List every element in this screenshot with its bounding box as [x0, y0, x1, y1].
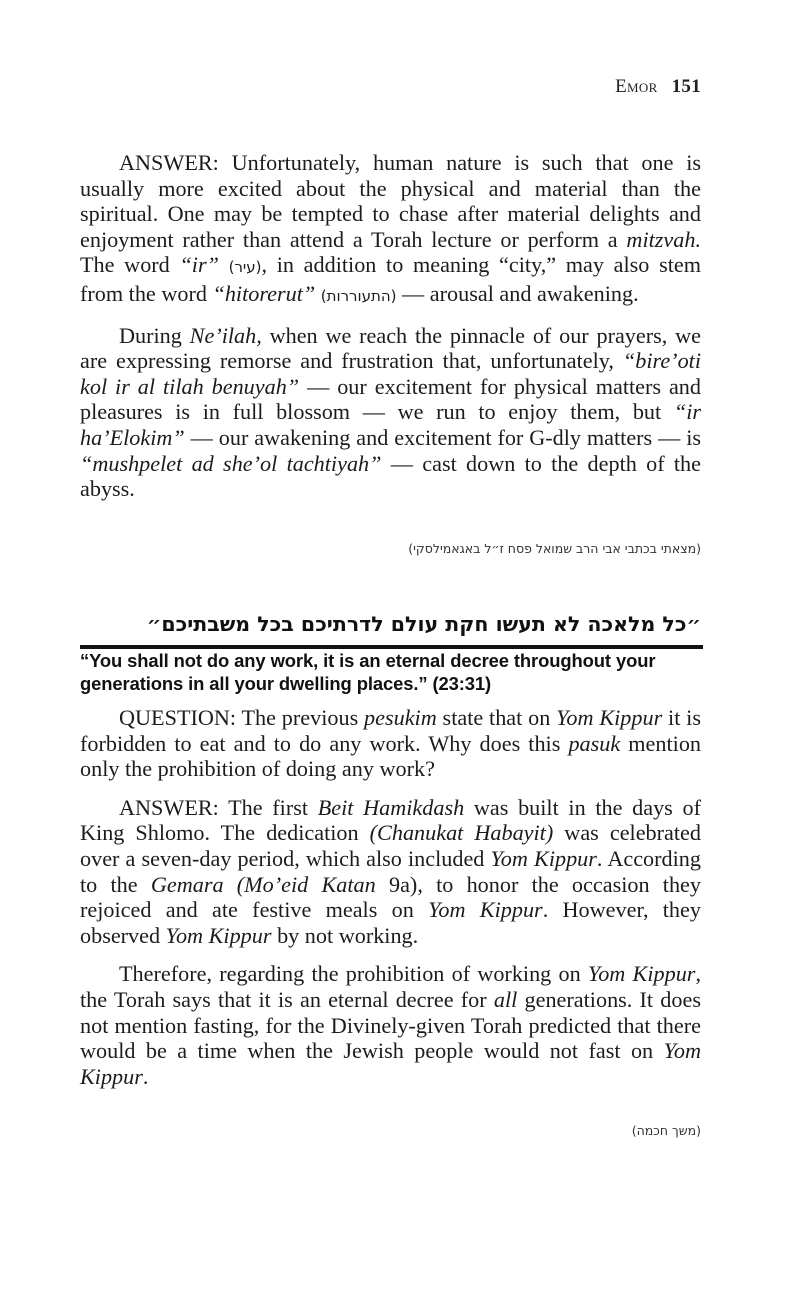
italic-term: all — [493, 986, 518, 1012]
italic-term: “ir” — [179, 252, 219, 278]
italic-term: Ne’ilah, — [189, 322, 262, 348]
hebrew-term: (עיר) — [228, 258, 262, 277]
paragraph: ANSWER: Unfortunately, human nature is such that one is usually more excited about the physical and material than the spiritual. One may be tempted to chase after material delights and enjoyment rather than attend a Torah lecture or perform a mitzvah. The word “ir” (עיר), in addition to meaning “city,” may also stem from the word “hitorerut” (התעוררות) — arousal and awakening. — [80, 150, 701, 306]
italic-term: Yom Kippur — [490, 845, 597, 871]
italic-term: pesukim — [364, 705, 437, 730]
paragraph: ANSWER: The first Beit Hamikdash was built in the days of King Shlomo. The dedication (Chanukat Habayit) was celebrated over a seven-day period, which also included Yom Kippur. According to the Gemara (Mo’eid Katan 9a), to honor the occasion they rejoiced and ate festive meals on Yom Kippur. However, they observed Yom Kippur by not working. — [80, 794, 701, 948]
section-yom-kippur-work — [80, 705, 701, 1089]
hebrew-verse-heading: ״כל מלאכה לא תעשו חקת עולם לדרתיכם בכל משבתיכם״ — [146, 612, 701, 636]
page-number: 151 — [671, 76, 701, 97]
english-verse-heading: “You shall not do any work, it is an eternal decree throughout your generations in all your dwelling places.” (23:31) — [80, 650, 656, 694]
italic-term: Yom Kippur — [556, 705, 663, 730]
hebrew-term: (התעוררות) — [320, 286, 397, 305]
running-head-title: Emor — [615, 76, 658, 97]
running-head — [615, 76, 701, 98]
italic-term: pasuk — [568, 730, 621, 756]
italic-term: “bire’oti kol ir al tilah benuyah” — [80, 348, 701, 399]
italic-term: Yom Kippur — [80, 1038, 701, 1089]
italic-term: “hitorerut” — [212, 280, 316, 306]
italic-term: mitzvah. — [626, 226, 701, 252]
italic-term: Yom Kippur — [587, 961, 696, 987]
source-citation: (מצאתי בכתבי אבי הרב שמואל פסח ז״ל באגאמילסקי) — [408, 541, 701, 556]
italic-term: “mushpelet ad she’ol tachtiyah” — [80, 450, 382, 476]
italic-term: Yom Kippur — [428, 897, 543, 923]
paragraph: During Ne’ilah, when we reach the pinnacle of our prayers, we are expressing remorse and frustration that, unfortunately, “bire’oti kol ir al tilah benuyah” — our excitement for physical matters and pleasures is in full blossom — we run to enjoy them, but “ir ha’Elokim” — our awakening and excitement for G-dly matters — is “mushpelet ad she’ol tachtiyah” — cast down to the depth of the abyss. — [80, 322, 702, 502]
italic-term: Yom Kippur — [165, 922, 272, 948]
source-citation: (משך חכמה) — [631, 1123, 701, 1138]
italic-term: “ir ha’Elokim” — [80, 399, 701, 450]
paragraph: Therefore, regarding the prohibition of working on Yom Kippur, the Torah says that it is an eternal decree for all generations. It does not mention fasting, for the Divinely-given Torah predicted that there would be a time when the Jewish people would not fast on Yom Kippur. — [80, 961, 701, 1089]
italic-term: (Chanukat Habayit) — [369, 820, 554, 846]
section-answer-ir — [80, 150, 701, 502]
italic-term: Beit Hamikdash — [317, 794, 465, 820]
paragraph: QUESTION: The previous pesukim state that on Yom Kippur it is forbidden to eat and to do any work. Why does this pasuk mention only the prohibition of doing any work? — [80, 705, 702, 782]
italic-term: Gemara (Mo’eid Katan — [150, 871, 376, 897]
